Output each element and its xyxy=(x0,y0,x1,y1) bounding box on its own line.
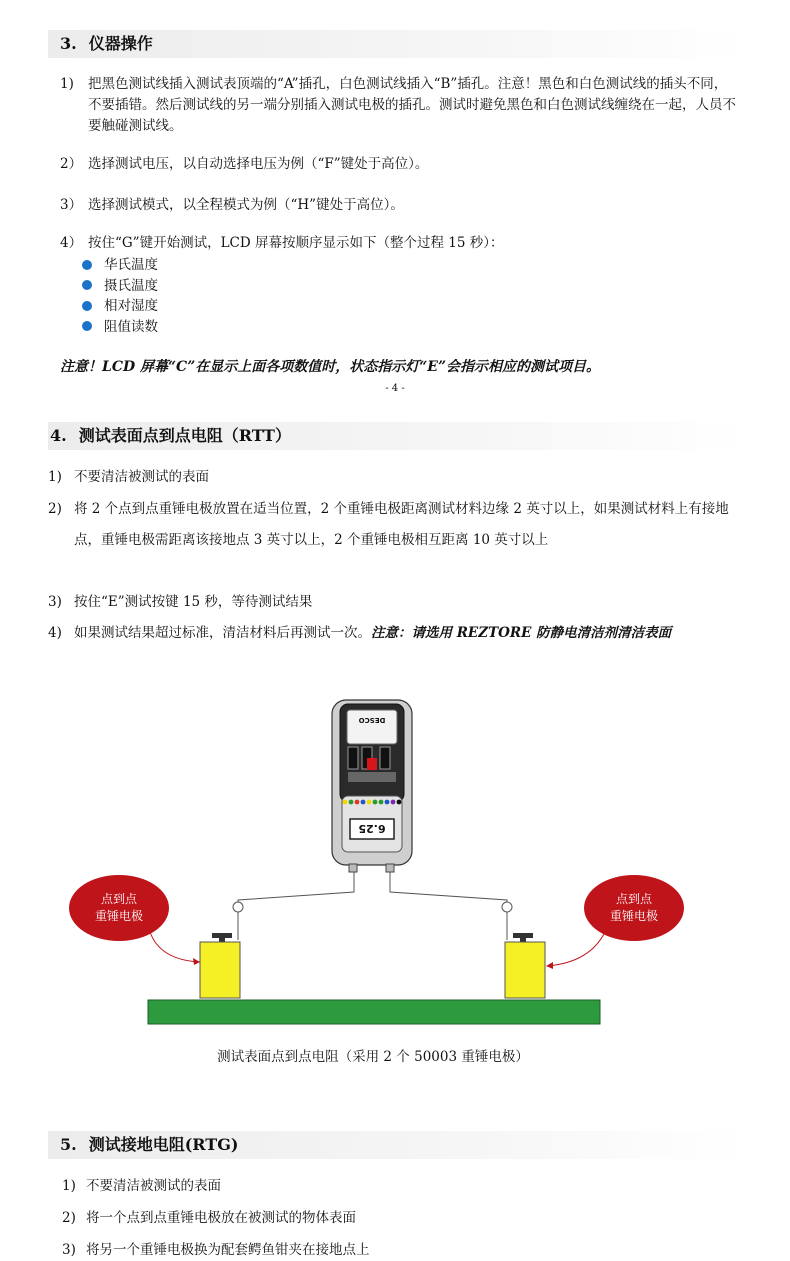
test-surface-board xyxy=(148,1000,600,1024)
bullet-dot-icon xyxy=(82,260,92,270)
item-text: 选择测试模式，以全程模式为例（“H”键处于高位）。 xyxy=(88,197,404,213)
item-text-emphasis: 注意：请选用 REZTORE 防静电清洁剂清洁表面 xyxy=(371,625,672,641)
lcd-reading: 6.25 xyxy=(358,822,386,835)
rtt-diagram xyxy=(0,692,790,1032)
list-item xyxy=(48,494,748,556)
pulley-right xyxy=(502,902,512,912)
item-number: 1) xyxy=(62,1178,76,1194)
callout-left-line2: 重锤电极 xyxy=(94,909,144,923)
callout-left-line1: 点到点 xyxy=(100,892,138,906)
bullet-item xyxy=(82,317,158,338)
bullet-item xyxy=(82,276,158,297)
section-title: 仪器操作 xyxy=(88,34,153,53)
section-number: 4. xyxy=(50,426,67,445)
weight-electrode-left xyxy=(200,933,240,998)
list-item xyxy=(60,74,740,137)
bullet-item xyxy=(82,255,158,276)
item-number: 2) xyxy=(48,501,62,517)
item-text: 将 2 个点到点重锤电极放置在适当位置，2 个重锤电极距离测试材料边缘 2 英寸以上，如果测试材料上有接地点，重锤电极需距离该接地点 3 英寸以上，2 个重锤电极相互距离 10 英寸以上 xyxy=(74,501,729,548)
item-text: 按住“E”测试按键 15 秒，等待测试结果 xyxy=(74,594,313,610)
item-text: 选择测试电压，以自动选择电压为例（“F”键处于高位）。 xyxy=(88,156,429,172)
bullet-text: 相对湿度 xyxy=(104,298,158,314)
desco-meter xyxy=(332,700,412,872)
item-text: 将另一个重锤电极换为配套鳄鱼钳夹在接地点上 xyxy=(86,1242,370,1258)
item-number: 4） xyxy=(60,235,83,251)
item-text xyxy=(74,618,748,649)
test-lead-left xyxy=(238,867,354,940)
list-item xyxy=(48,587,748,618)
item-text: 不要清洁被测试的表面 xyxy=(86,1178,221,1194)
item-number: 1) xyxy=(60,76,74,92)
item-text-plain: 如果测试结果超过标准，清洁材料后再测试一次。 xyxy=(74,625,371,641)
section-title: 测试接地电阻(RTG) xyxy=(88,1135,239,1154)
section-3-heading xyxy=(48,30,748,58)
callout-right xyxy=(584,875,684,941)
section-5-heading xyxy=(48,1131,748,1159)
meter-brand: DESCO xyxy=(358,716,386,724)
bullet-text: 阻值读数 xyxy=(104,318,158,335)
item-number: 3) xyxy=(62,1242,76,1258)
callout-right-arrow xyxy=(548,932,605,966)
list-item xyxy=(60,195,740,216)
weight-electrode-right xyxy=(505,933,545,998)
section-title: 测试表面点到点电阻（RTT） xyxy=(78,426,291,445)
bullet-dot-icon xyxy=(82,321,92,331)
warning-note: 注意！LCD 屏幕“C”在显示上面各项数值时，状态指示灯“E”会指示相应的测试项目。 xyxy=(60,359,601,375)
page-number: - 4 - xyxy=(385,383,405,394)
list-item xyxy=(60,233,740,254)
item-number: 3) xyxy=(48,594,62,610)
list-item xyxy=(62,1176,742,1197)
bullet-text: 华氏温度 xyxy=(104,257,158,273)
item-text: 将一个点到点重锤电极放在被测试的物体表面 xyxy=(86,1210,356,1226)
item-number: 1) xyxy=(48,469,62,485)
list-item xyxy=(62,1208,742,1229)
item-number: 2) xyxy=(62,1210,76,1226)
section-number: 5. xyxy=(60,1135,77,1154)
bullet-text: 摄氏温度 xyxy=(104,277,158,294)
list-item xyxy=(60,154,740,175)
bullet-list xyxy=(82,255,158,337)
bullet-dot-icon xyxy=(82,301,92,311)
list-item xyxy=(48,462,748,493)
test-lead-right xyxy=(390,867,507,940)
callout-left-arrow xyxy=(150,932,200,962)
section-4-heading xyxy=(48,422,748,450)
callout-right-line1: 点到点 xyxy=(615,892,653,906)
item-number: 3） xyxy=(60,197,83,213)
item-number: 2） xyxy=(60,156,83,172)
pulley-left xyxy=(233,902,243,912)
item-text: 把黑色测试线插入测试表顶端的“A”插孔，白色测试线插入“B”插孔。注意！黑色和白色测试线的插头不同，不要插错。然后测试线的另一端分别插入测试电极的插孔。测试时避免黑色和白色测试线缠绕在一起，人员不要触碰测试线。 xyxy=(88,76,736,134)
callout-left xyxy=(69,875,169,941)
section-number: 3. xyxy=(60,34,77,53)
list-item xyxy=(48,618,748,649)
item-text: 不要清洁被测试的表面 xyxy=(74,469,209,485)
figure-caption: 测试表面点到点电阻（采用 2 个 50003 重锤电极） xyxy=(217,1049,529,1065)
callout-right-line2: 重锤电极 xyxy=(609,909,659,923)
bullet-dot-icon xyxy=(82,280,92,290)
bullet-item xyxy=(82,296,158,317)
item-text: 按住“G”键开始测试，LCD 屏幕按顺序显示如下（整个过程 15 秒）： xyxy=(88,235,504,251)
item-number: 4) xyxy=(48,625,62,641)
